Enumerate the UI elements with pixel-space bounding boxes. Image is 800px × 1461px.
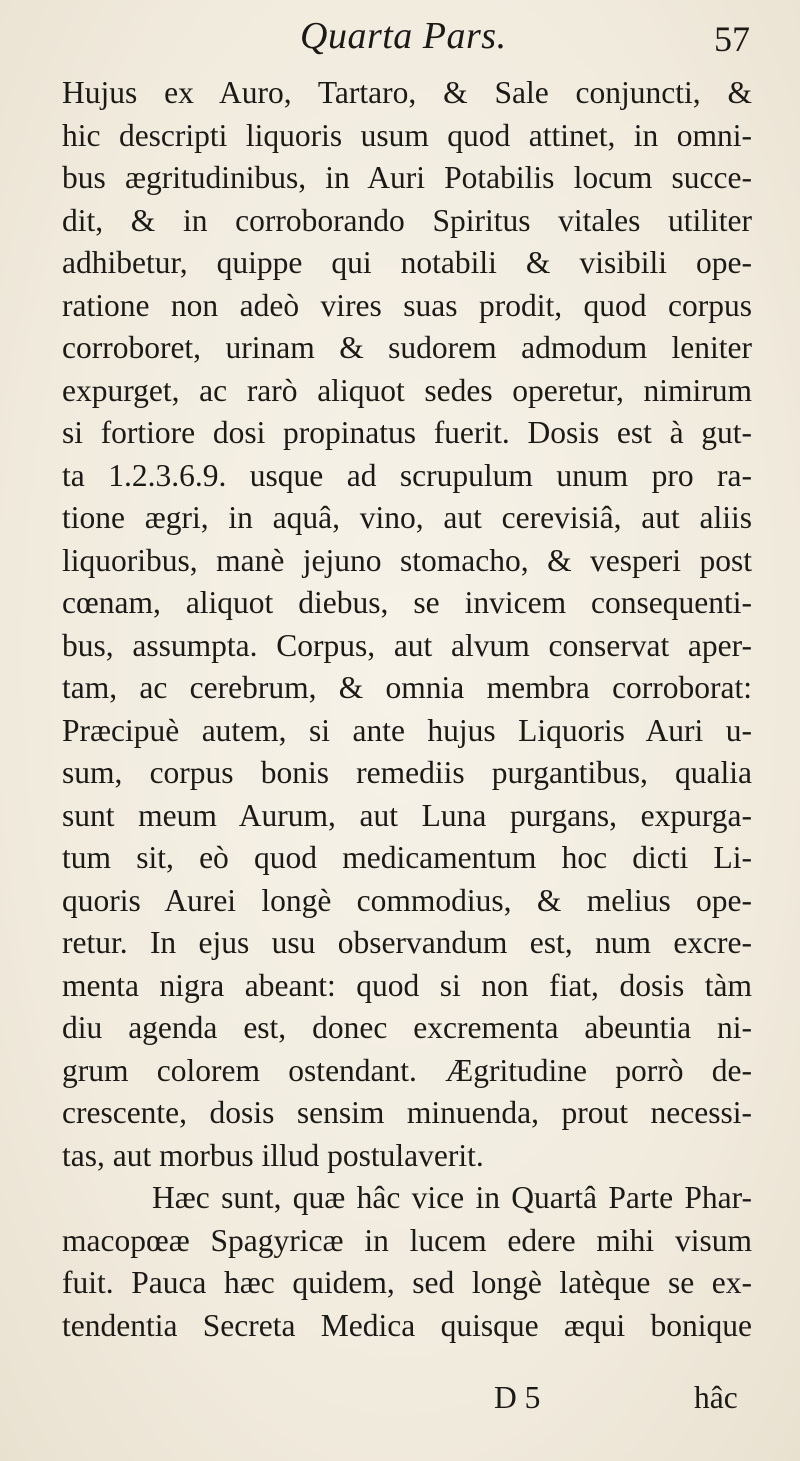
body-text [62,72,752,1347]
text-line: Præcipuè autem, si ante hujus Liquoris Auri u- [62,712,752,748]
text-line: expurget, ac rarò aliquot sedes operetur, nimirum [62,372,752,408]
text-line: menta nigra abeant: quod si non fiat, dosis tàm [62,967,752,1003]
text-line: Hujus ex Auro, Tartaro, & Sale conjuncti, & [62,75,752,110]
page-header [0,8,800,68]
text-line: tum sit, eò quod medicamentum hoc dicti Li- [62,840,752,875]
text-line: si fortiore dosi propinatus fuerit. Dosis est à gut- [62,415,752,450]
text-line: hic descripti liquoris usum quod attinet, in omni- [62,117,752,153]
running-title: Quarta Pars. [300,15,507,57]
text-line: tas, aut morbus illud postulaverit. [62,1137,484,1173]
text-line: liquoribus, manè jejuno stomacho, & vesperi post [62,542,752,578]
paragraph-start-line: Hæc sunt, quæ hâc vice in Quartâ Parte Phar- [152,1180,752,1215]
text-line: adhibetur, quippe qui notabili & visibili ope- [62,245,752,280]
text-line: grum colorem ostendant. Ægritudine porrò de- [62,1052,752,1088]
catchword: hâc [694,1380,738,1415]
text-line: cœnam, aliquot diebus, se invicem consequenti- [62,585,752,620]
text-line: ratione non adeò vires suas prodit, quod corpus [62,287,752,323]
page-number: 57 [714,19,750,59]
text-line: macopœæ Spagyricæ in lucem edere mihi visum [62,1222,752,1258]
text-line: sunt meum Aurum, aut Luna purgans, expurga- [62,797,752,833]
text-line: quoris Aurei longè commodius, & melius ope- [62,882,752,918]
text-line: dit, & in corroborando Spiritus vitales utiliter [62,202,752,238]
signature-mark: D 5 [494,1380,541,1415]
text-line: tione ægri, in aquâ, vino, aut cerevisiâ, aut aliis [62,500,752,535]
text-line: fuit. Pauca hæc quidem, sed longè latèque se ex- [62,1265,752,1300]
page-footer [0,1380,800,1430]
text-line: crescente, dosis sensim minuenda, prout necessi- [62,1095,752,1130]
text-line: retur. In ejus usu observandum est, num excre- [62,925,752,960]
text-line: bus ægritudinibus, in Auri Potabilis locum succe- [62,160,752,195]
text-line: tendentia Secreta Medica quisque æqui bonique [62,1307,752,1343]
text-line: tam, ac cerebrum, & omnia membra corroborat: [62,670,752,705]
text-line: ta 1.2.3.6.9. usque ad scrupulum unum pro ra- [62,457,752,493]
text-line: diu agenda est, donec excrementa abeuntia ni- [62,1010,752,1045]
text-line: corroboret, urinam & sudorem admodum leniter [62,330,752,365]
text-line: bus, assumpta. Corpus, aut alvum conservat aper- [62,627,752,663]
text-line: sum, corpus bonis remediis purgantibus, qualia [62,755,752,790]
